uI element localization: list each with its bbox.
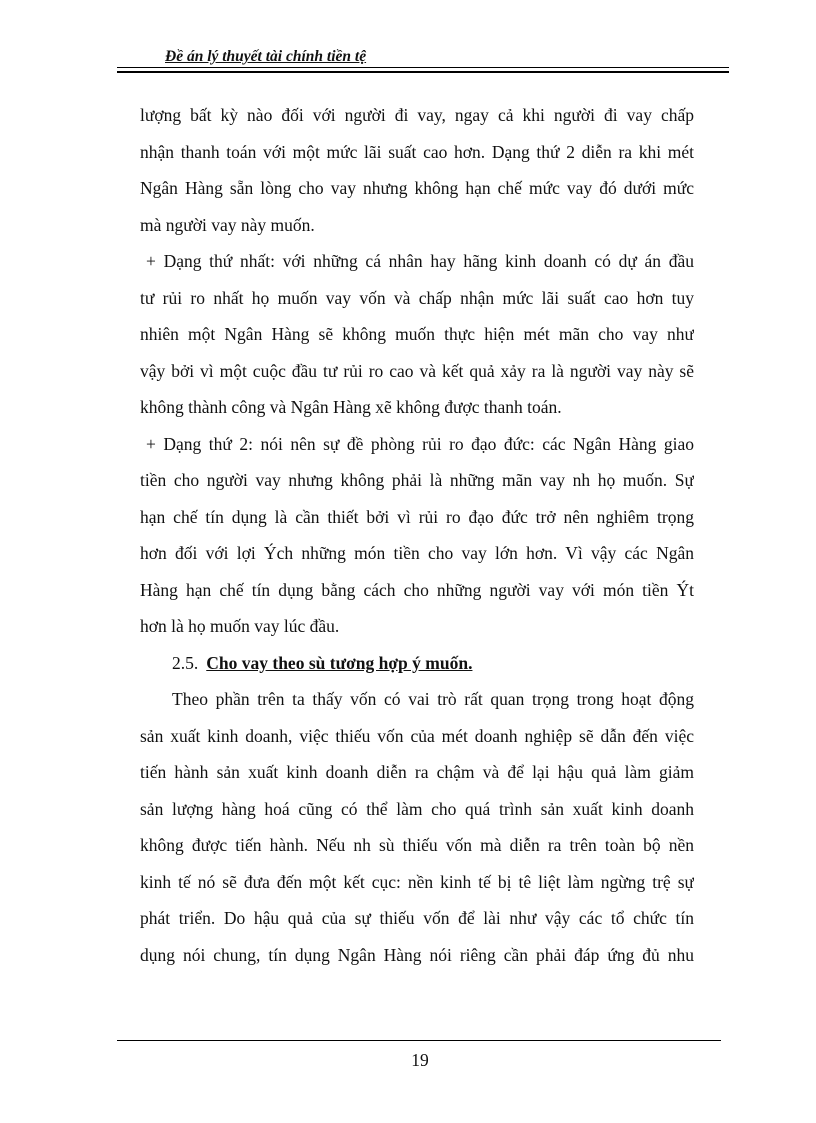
text-line: tiến hành sản xuất kinh doanh diễn ra chậm và để lại hậu quả làm giảm	[140, 762, 694, 782]
text-line: không thành công và Ngân Hàng xẽ không được thanh toán.	[140, 397, 562, 417]
text-line: dụng nói chung, tín dụng Ngân Hàng nói riêng cần phải đáp ứng đủ nhu	[140, 944, 694, 965]
header-rule-thick	[117, 71, 729, 73]
page-header	[117, 46, 729, 76]
text-line: Ngân Hàng sẵn lòng cho vay nhưng không hạn chế mức vay đó dưới mức	[140, 178, 694, 198]
header-rule-thin	[117, 67, 729, 68]
text-line: nhiên một Ngân Hàng sẽ không muốn thực hiện mét mãn cho vay như	[140, 324, 694, 344]
text-line: sản xuất kinh doanh, việc thiếu vốn của mét doanh nghiệp sẽ dẫn đến việc	[140, 725, 694, 746]
text-line: Hàng hạn chế tín dụng bằng cách cho những người vay với món tiền Ýt	[140, 579, 694, 600]
text-line: + Dạng thứ nhất: với những cá nhân hay hãng kinh doanh có dự án đầu	[146, 251, 694, 271]
text-line: hạn chế tín dụng là cần thiết bởi vì rủi ro đạo đức trở nên nghiêm trọng	[140, 506, 694, 527]
text-line: hơn là họ muốn vay lúc đầu.	[140, 616, 340, 636]
text-line: kinh tế nó sẽ đưa đến một kết cục: nền kinh tế bị tê liệt làm ngừng trệ sự	[140, 871, 694, 892]
text-line: mà người vay này muốn.	[140, 214, 315, 235]
text-line: Theo phần trên ta thấy vốn có vai trò rất quan trọng trong hoạt động	[172, 689, 694, 709]
page-number: 19	[411, 1050, 429, 1070]
text-line: nhận thanh toán với một mức lãi suất cao hơn. Dạng thứ 2 diễn ra khi mét	[140, 141, 694, 162]
text-line: tư rủi ro nhất họ muốn vay vốn và chấp nhận mức lãi suất cao hơn tuy	[140, 287, 694, 308]
text-line: lượng bất kỳ nào đối với người đi vay, ngay cả khi người đi vay chấp	[140, 105, 694, 125]
section-heading	[140, 645, 694, 682]
section-number: 2.5.	[172, 652, 199, 673]
text-line: không được tiến hành. Nếu nh sù thiếu vốn mà diễn ra trên toàn bộ nền	[140, 835, 694, 855]
text-line: vậy bởi vì một cuộc đầu tư rủi ro cao và kết quả xảy ra là người vay này sẽ	[140, 360, 694, 381]
text-line: phát triển. Do hậu quả của sự thiếu vốn để lài như vậy các tổ chức tín	[140, 908, 694, 928]
text-line: tiền cho người vay nhưng không phải là những mãn vay nh họ muốn. Sự	[140, 470, 694, 490]
section-title: Cho vay theo sù tương hợp ý muốn.	[206, 652, 473, 673]
text-line: + Dạng thứ 2: nói nên sự đề phòng rủi ro đạo đức: các Ngân Hàng giao	[146, 433, 694, 454]
footer-rule	[117, 1040, 721, 1041]
header-title: Đề án lý thuyết tài chính tiền tệ	[165, 48, 367, 65]
text-line: sản lượng hàng hoá cũng có thể làm cho quá trình sản xuất kinh doanh	[140, 798, 694, 819]
body-text	[140, 97, 694, 973]
text-line: hơn đối với lợi Ých những món tiền cho vay lớn hơn. Vì vậy các Ngân	[140, 543, 694, 563]
